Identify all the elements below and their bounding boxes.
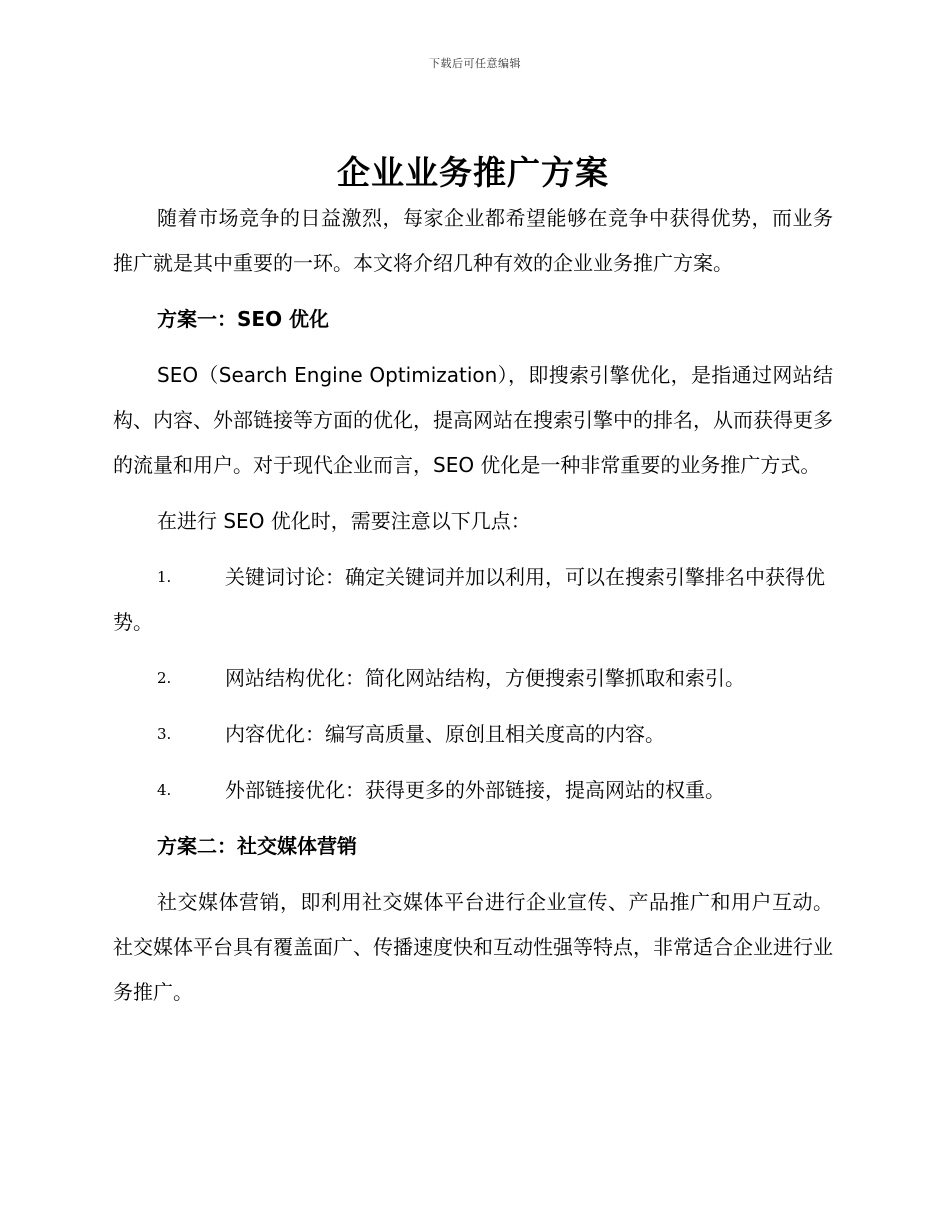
list-number: 3. bbox=[157, 725, 172, 743]
spacer bbox=[113, 701, 833, 712]
spacer bbox=[113, 869, 833, 880]
seo-notes-intro: 在进行 SEO 优化时，需要注意以下几点： bbox=[157, 509, 531, 533]
section-heading-seo: 方案一：SEO 优化 bbox=[157, 307, 330, 331]
list-item bbox=[113, 768, 833, 813]
spacer bbox=[113, 544, 833, 555]
spacer bbox=[113, 286, 833, 297]
list-text: 网站结构优化：简化网站结构，方便搜索引擎抓取和索引。 bbox=[225, 666, 745, 690]
list-item bbox=[113, 555, 833, 645]
intro-paragraph: 随着市场竞争的日益激烈，每家企业都希望能够在竞争中获得优势，而业务推广就是其中重要的一环。本文将介绍几种有效的企业业务推广方案。 bbox=[113, 206, 833, 275]
list-number: 1. bbox=[157, 568, 172, 586]
spacer bbox=[113, 645, 833, 656]
list-text: 外部链接优化：获得更多的外部链接，提高网站的权重。 bbox=[225, 778, 725, 802]
document-title: 企业业务推广方案 bbox=[337, 153, 609, 192]
list-number: 2. bbox=[157, 669, 172, 687]
spacer bbox=[113, 813, 833, 824]
list-text: 内容优化：编写高质量、原创且相关度高的内容。 bbox=[225, 722, 665, 746]
list-item bbox=[113, 712, 833, 757]
section-heading-social: 方案二：社交媒体营销 bbox=[157, 834, 357, 858]
spacer bbox=[113, 342, 833, 353]
list-number: 4. bbox=[157, 781, 172, 799]
seo-paragraph: SEO（Search Engine Optimization），即搜索引擎优化，是指通过网站结构、内容、外部链接等方面的优化，提高网站在搜索引擎中的排名，从而获得更多的流量和用户。对于现代企业而言，SEO 优化是一种非常重要的业务推广方式。 bbox=[113, 363, 833, 477]
list-text: 关键词讨论：确定关键词并加以利用，可以在搜索引擎排名中获得优势。 bbox=[113, 565, 825, 634]
document-body bbox=[113, 150, 833, 1015]
list-item bbox=[113, 656, 833, 701]
social-paragraph: 社交媒体营销，即利用社交媒体平台进行企业宣传、产品推广和用户互动。社交媒体平台具有覆盖面广、传播速度快和互动性强等特点，非常适合企业进行业务推广。 bbox=[113, 890, 833, 1004]
spacer bbox=[113, 757, 833, 768]
spacer bbox=[113, 488, 833, 499]
header-note: 下载后可任意编辑 bbox=[429, 57, 521, 70]
